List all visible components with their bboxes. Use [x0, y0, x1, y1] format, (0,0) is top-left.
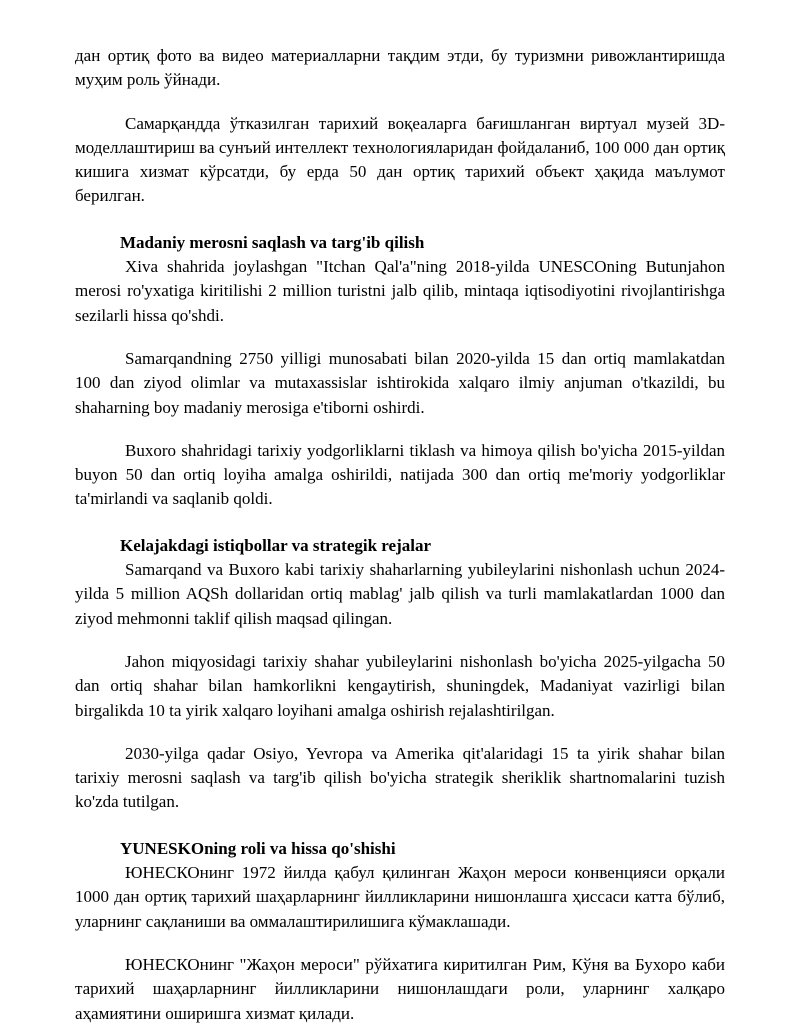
- section-paragraph: ЮНЕСКОнинг "Жаҳон мероси" рўйхатига киритилган Рим, Кўня ва Бухоро каби тарихий шаҳарларнинг йилликларини нишонлашдаги роли, уларнинг халқаро аҳамиятини оширишга хизмат қилади.: [75, 954, 725, 1023]
- intro-paragraph-2: Самарқандда ўтказилган тарихий воқеаларга бағишланган виртуал музей 3D-моделлаштириш ва сунъий интеллект технологияларидан фойдаланиб, 100 000 дан ортиқ кишига хизмат кўрсатди, бу ерда 50 дан ортиқ тарихий объект ҳақида маълумот берилган.: [75, 113, 725, 206]
- document-page: [75, 44, 725, 1026]
- section-heading-unesco-role: YUNESKOning roli va hissa qo'shishi: [120, 838, 396, 858]
- section-heading-future-plans: Kelajakdagi istiqbollar va strategik rejalar: [120, 535, 432, 555]
- section-paragraph: ЮНЕСКОнинг 1972 йилда қабул қилинган Жаҳон мероси конвенцияси орқали 1000 дан ортиқ тарихий шаҳарларнинг йилликларини нишонлашга ҳиссаси катта бўлиб, уларнинг сақланиши ва оммалаштирилишига кўмаклашади.: [75, 863, 725, 931]
- section-paragraph: Buxoro shahridagi tarixiy yodgorliklarni tiklash va himoya qilish bo'yicha 2015-yildan buyon 50 dan ortiq loyiha amalga oshirildi, natijada 300 dan ortiq me'moriy yodgorliklar ta'mirlandi va saqlanib qoldi.: [75, 440, 725, 509]
- section-paragraph: Jahon miqyosidagi tarixiy shahar yubileylarini nishonlash bo'yicha 2025-yilgacha 50 dan ortiq shahar bilan hamkorlikni kengaytirish, shuningdek, Madaniyat vazirligi bilan birgalikda 10 ta yirik xalqaro loyihani amalga oshirish rejalashtirilgan.: [75, 651, 725, 720]
- section-paragraph: Xiva shahrida joylashgan "Itchan Qal'a"ning 2018-yilda UNESCOning Butunjahon merosi ro'yxatiga kiritilishi 2 million turistni jalb qilib, mintaqa iqtisodiyotini rivojlantirishga sezilarli hissa qo'shdi.: [75, 257, 725, 325]
- section-heading-heritage: Madaniy merosni saqlash va targ'ib qilish: [120, 232, 425, 252]
- section-paragraph: Samarqandning 2750 yilligi munosabati bilan 2020-yilda 15 dan ortiq mamlakatdan 100 dan ziyod olimlar va mutaxassislar ishtirokida xalqaro ilmiy anjuman o'tkazildi, bu shaharning boy madaniy merosiga e'tiborni oshirdi.: [75, 348, 725, 417]
- intro-paragraph-1: дан ортиқ фото ва видео материалларни тақдим этди, бу туризмни ривожлантиришда муҳим роль ўйнади.: [75, 46, 725, 90]
- section-paragraph: 2030-yilga qadar Osiyo, Yevropa va Amerika qit'alaridagi 15 ta yirik shahar bilan tarixiy merosni saqlash va targ'ib qilish bo'yicha strategik sheriklik shartnomalarini tuzish ko'zda tutilgan.: [75, 743, 725, 812]
- section-paragraph: Samarqand va Buxoro kabi tarixiy shaharlarning yubileylarini nishonlash uchun 2024-yilda 5 million AQSh dollaridan ortiq mablag' jalb qilish va turli mamlakatlardan 1000 dan ziyod mehmonni taklif qilish maqsad qilingan.: [75, 560, 725, 628]
